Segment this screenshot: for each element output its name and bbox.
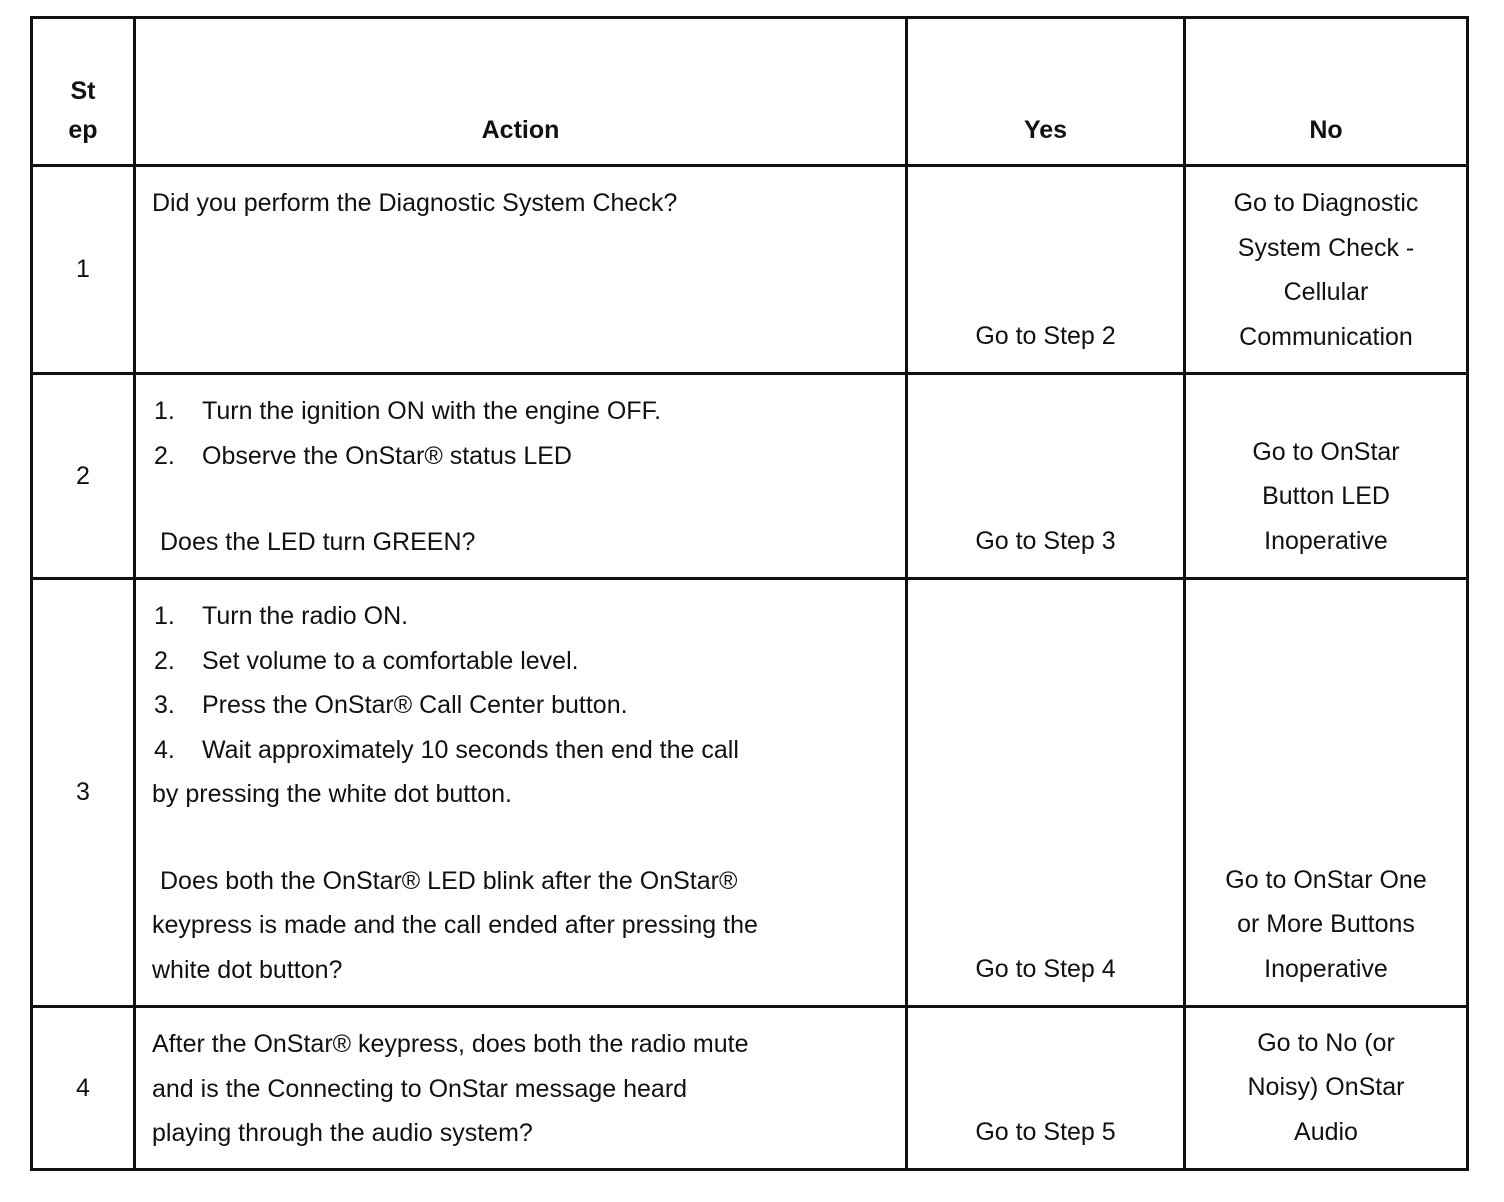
step-number: 1	[32, 166, 135, 374]
list-item: 4. Wait approximately 10 seconds then end the call	[154, 735, 739, 764]
step-number: 2	[32, 374, 135, 579]
step-number: 3	[32, 579, 135, 1007]
yes-cell: Go to Step 2	[907, 166, 1185, 374]
list-item: 3. Press the OnStar® Call Center button.	[154, 691, 628, 719]
action-cell: After the OnStar® keypress, does both the radio mute and is the Connecting to OnStar message heard playing through the audio system?	[135, 1007, 907, 1170]
list-item: 2. Set volume to a comfortable level.	[154, 646, 579, 675]
yes-cell: Go to Step 4	[907, 579, 1185, 1007]
no-cell: Go to Diagnostic System Check - Cellular Communication	[1185, 166, 1468, 374]
no-cell: Go to OnStar Button LED Inoperative	[1185, 374, 1468, 579]
yes-cell: Go to Step 3	[907, 374, 1185, 579]
list-item: 1. Turn the radio ON.	[154, 602, 409, 630]
header-no: No	[1185, 18, 1468, 166]
header-yes: Yes	[907, 18, 1185, 166]
table-row	[32, 166, 1468, 374]
table-row	[32, 1007, 1468, 1170]
step-number: 4	[32, 1007, 135, 1170]
action-cell: Did you perform the Diagnostic System Check?	[135, 166, 907, 374]
table-row	[32, 374, 1468, 579]
table-row	[32, 579, 1468, 1007]
action-cell: 1. Turn the ignition ON with the engine OFF. 2. Observe the OnStar® status LED Does the LED turn GREEN?	[135, 374, 907, 579]
no-cell: Go to No (or Noisy) OnStar Audio	[1185, 1007, 1468, 1170]
header-row	[32, 18, 1468, 166]
list-item: 2. Observe the OnStar® status LED	[154, 441, 572, 470]
action-cell: 1. Turn the radio ON. 2. Set volume to a comfortable level. 3. Press the OnStar® Call Center button. 4. Wait approximately 10 seconds then end the call by pressing the white dot button. Does both the OnStar® LED blink after the OnStar® keypress is made and the call ended after pressing the white dot button?	[135, 579, 907, 1007]
yes-cell: Go to Step 5	[907, 1007, 1185, 1170]
list-item: 1. Turn the ignition ON with the engine OFF.	[154, 397, 662, 425]
header-step: St ep	[32, 18, 135, 166]
header-action: Action	[135, 18, 907, 166]
diagnostic-table	[30, 16, 1469, 1171]
no-cell: Go to OnStar One or More Buttons Inoperative	[1185, 579, 1468, 1007]
